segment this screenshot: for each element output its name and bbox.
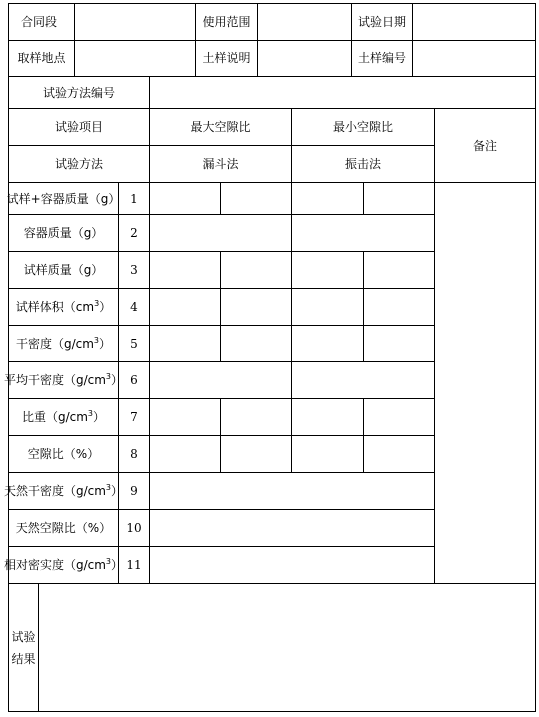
row-4-vibration-a[interactable] [292,289,364,326]
usage-scope-text: 使用范围 [202,15,251,29]
row-label-7-end: ） [93,410,106,424]
row-7-funnel-b[interactable] [221,399,292,436]
row-label-3 [8,252,119,289]
vibration-method-header [292,146,435,183]
remarks-field[interactable] [435,183,536,584]
remarks-header [435,109,536,183]
row-label-4-main: 试样体积（cm [15,300,95,314]
row-label-11-sup: 3 [105,557,112,566]
test-date-field[interactable] [413,3,536,41]
row-label-4 [8,289,119,326]
min-void-ratio-text: 最小空隙比 [332,120,393,134]
row-no-11 [119,547,150,584]
row-label-9-text [4,485,123,497]
row-4-vibration-b[interactable] [364,289,435,326]
row-3-funnel-a[interactable] [150,252,221,289]
test-result-label-line-2: 结果 [11,651,36,666]
row-no-5 [119,326,150,362]
row-no-8 [119,436,150,473]
row-7-funnel-a[interactable] [150,399,221,436]
vibration-method-text: 振击法 [344,157,381,171]
row-label-10-text: 天然空隙比（%） [15,521,112,535]
row-1-funnel-a[interactable] [150,183,221,215]
row-label-10 [8,510,119,547]
test-result-label-line-1: 试验 [11,629,36,644]
method-no-label [8,77,150,109]
contract-section-field[interactable] [75,3,196,41]
row-label-9-end: ） [111,484,124,498]
row-8-funnel-b[interactable] [221,436,292,473]
row-8-funnel-a[interactable] [150,436,221,473]
row-no-9 [119,473,150,510]
test-item-label [8,109,150,146]
row-label-5 [8,326,119,362]
funnel-method-text: 漏斗法 [202,157,239,171]
row-2-funnel[interactable] [150,215,292,252]
row-label-7-sup: 3 [87,409,94,418]
row-4-funnel-a[interactable] [150,289,221,326]
row-1-vibration-a[interactable] [292,183,364,215]
row-5-funnel-a[interactable] [150,326,221,362]
row-no-1 [119,183,150,215]
row-label-6 [3,362,124,399]
row-7-vibration-a[interactable] [292,399,364,436]
row-no-10-text: 10 [126,521,142,535]
row-no-4 [119,289,150,326]
row-no-3-text: 3 [130,263,138,277]
row-1-vibration-b[interactable] [364,183,435,215]
row-no-9-text: 9 [130,484,138,498]
test-method-label [8,146,150,183]
row-no-11-text: 11 [126,558,142,572]
row-label-5-text [15,335,112,351]
test-result-label-text [11,626,35,670]
row-label-11-text [4,559,123,571]
row-5-funnel-b[interactable] [221,326,292,362]
max-void-ratio-text: 最大空隙比 [190,120,251,134]
row-label-8-text: 空隙比（%） [27,447,100,461]
row-6-funnel[interactable] [150,362,292,399]
row-no-8-text: 8 [130,447,138,461]
row-label-6-text [4,374,123,386]
row-5-vibration-a[interactable] [292,326,364,362]
soil-sample-no-label [352,40,413,77]
soil-description-label [196,40,258,77]
test-method-text: 试验方法 [54,157,103,171]
test-item-text: 试验项目 [54,120,103,134]
row-4-funnel-b[interactable] [221,289,292,326]
funnel-method-header [150,146,292,183]
test-result-field[interactable] [39,584,536,712]
row-no-2 [119,215,150,252]
row-no-7-text: 7 [130,410,138,424]
row-label-9-sup: 3 [105,483,112,492]
row-label-2 [8,215,119,252]
row-2-vibration[interactable] [292,215,435,252]
row-no-6-text: 6 [130,373,138,387]
method-no-field[interactable] [150,77,536,109]
row-3-vibration-a[interactable] [292,252,364,289]
row-6-vibration[interactable] [292,362,435,399]
usage-scope-label [196,3,258,41]
row-11-value[interactable] [150,547,435,584]
row-1-funnel-b[interactable] [221,183,292,215]
row-label-4-end: ） [99,300,112,314]
row-label-11-end: ） [111,558,124,572]
row-label-4-sup: 3 [94,299,100,308]
soil-sample-no-field[interactable] [413,40,536,77]
row-8-vibration-a[interactable] [292,436,364,473]
row-label-9-main: 天然干密度（g/cm [3,484,106,498]
row-label-5-end: ） [99,336,112,351]
row-label-6-end: ） [111,373,124,387]
row-label-7 [8,399,119,436]
row-3-vibration-b[interactable] [364,252,435,289]
row-8-vibration-b[interactable] [364,436,435,473]
test-result-label [8,584,39,712]
test-date-label [352,3,413,41]
min-void-ratio-header [292,109,435,146]
row-label-9 [3,473,124,510]
sampling-location-label [8,40,75,77]
row-label-1 [8,183,119,215]
row-label-6-main: 平均干密度（g/cm [3,373,106,387]
row-10-value[interactable] [150,510,435,547]
row-label-2-text: 容器质量（g） [23,226,104,240]
contract-section-label [8,3,75,41]
row-label-1-text: 试样+容器质量（g） [6,191,121,206]
row-label-5-sup: 3 [93,335,100,345]
row-label-5-main: 干密度（g/cm [15,336,94,351]
row-no-3 [119,252,150,289]
soil-description-text: 土样说明 [202,51,251,65]
row-no-2-text: 2 [130,226,138,240]
row-7-vibration-b[interactable] [364,399,435,436]
max-void-ratio-header [150,109,292,146]
row-label-11-main: 相对密实度（g/cm [3,558,106,572]
row-label-6-sup: 3 [105,372,112,381]
row-no-6 [119,362,150,399]
row-label-8 [8,436,119,473]
row-5-vibration-b[interactable] [364,326,435,362]
row-no-1-text: 1 [130,191,138,206]
row-no-10 [119,510,150,547]
sampling-location-text: 取样地点 [17,51,66,65]
soil-sample-no-text: 土样编号 [357,51,406,65]
soil-description-field[interactable] [258,40,352,77]
row-9-value[interactable] [150,473,435,510]
row-label-11 [3,547,124,584]
row-no-5-text: 5 [130,336,138,351]
row-label-4-text [16,301,111,313]
row-label-7-text [22,411,105,423]
method-no-text: 试验方法编号 [42,85,115,100]
row-no-7 [119,399,150,436]
row-3-funnel-b[interactable] [221,252,292,289]
usage-scope-field[interactable] [258,3,352,41]
row-label-3-text: 试样质量（g） [23,263,104,277]
row-label-7-main: 比重（g/cm [21,410,88,424]
remarks-text: 备注 [472,138,497,153]
test-date-text: 试验日期 [357,15,406,29]
contract-section-text: 合同段 [21,15,58,29]
sampling-location-field[interactable] [75,40,196,77]
row-no-4-text: 4 [130,300,138,314]
